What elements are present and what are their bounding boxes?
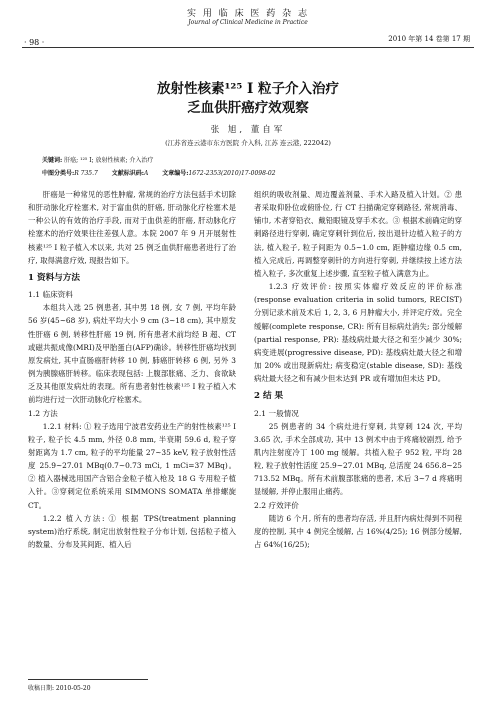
keywords-text: 肝癌; ¹²⁵ I; 放射性核素; 介入治疗 — [64, 157, 154, 164]
clc-value: R 735.7 — [74, 170, 98, 177]
clc-label: 中图分类号: — [42, 170, 75, 177]
right-paragraph: 1.2.3 疗效评价: 按照实体瘤疗效反应的评价标准(response evaluation criteria in solid tumors, RECIST)分别记录术前及术后 1, 2, 3, 6 月肿瘤大小, 并评定疗效。完全缓解(complete response, CR): 所有目标病灶消失; 部分缓解(partial response, PR): 基线病灶最大径之和至少减少 30%; 病变进展(progressive disease, PD): 基线病灶最大径之和增加 20% 或出现新病灶; 病变稳定(stable disease, SD): 基线病灶最大径之和有减少但未达到 PR 或有增加但未达 PD。 — [254, 282, 462, 384]
right-paragraph: 组织的吸收剂量、周边覆盖剂量、手术入路及植入计划。② 患者采取仰卧位或俯卧位, 行 CT 扫描确定穿刺路径, 常规消毒、铺巾, 术者穿铅衣、戴铅眼镜及穿手术衣。③ 根据术前确定的穿刺路径进行穿刺, 确定穿刺针到位后, 按出退针边植入粒子的方法, 植入粒子, 粒子间距为 0.5~1.0 cm, 距肿瘤边缘 0.5 cm, 植入完成后, 再调整穿刺针的方向进行穿刺, 并继续按上述方法植入粒子, 多次重复上述步骤, 直至粒子植入满意为止。 — [254, 190, 462, 278]
received-date: 收稿日期: 2010-05-20 — [28, 685, 91, 692]
article-title-line2: 乏血供肝癌疗效观察 — [187, 100, 309, 116]
left-paragraph: 1.2.2 植入方法: ① 根据 TPS(treatment planning system)治疗系统, 制定出放射性粒子分布计划, 包括粒子植入的数量、分布及其间距、植入后 — [28, 513, 236, 550]
right-subsection-heading: 2.1 一般情况 — [254, 408, 299, 418]
keywords — [42, 155, 153, 164]
issue-info: 2010 年第 14 卷第 17 期 — [388, 35, 470, 43]
affiliation: (江苏省连云港市东方医院 介入科, 江苏 连云港, 222042) — [165, 139, 331, 147]
article-id-value: 1672-2353(2010)17-0098-02 — [188, 170, 276, 177]
authors: 张 旭, 董自军 — [210, 125, 286, 135]
journal-name-cn: 实 用 临 床 医 药 杂 志 — [186, 9, 310, 19]
left-section-heading: 1 资料与方法 — [28, 272, 80, 283]
doc-code-label: 文献标识码: — [111, 170, 144, 177]
left-subsection-heading: 1.2 方法 — [28, 408, 58, 418]
left-paragraph: 1.2.1 材料: ① 粒子选用宁波君安药业生产的射性核素¹²⁵ I 粒子, 粒子长 4.5 mm, 外径 0.8 mm, 半衰期 59.6 d, 粒子穿射距离为 1.7 cm, 粒子的平均能量 27~35 keV, 粒子放射性活度 25.9~27.01 MBq(0.7~0.73 mCi, 1 mCi=37 MBq)。② 植入器械选用国产含铝合金粒子植入枪及 18 G 专用粒子植入针。③穿刺定位系统采用 SIMMONS SOMATA 单排螺旋 CT。 — [28, 421, 236, 510]
right-paragraph: 25 例患者的 34 个病灶进行穿刺, 共穿刺 124 次, 平均 3.65 次, 手术全部成功, 其中 13 例术中由于疼痛较剧烈, 给予肌内注射度冷丁 100 mg 缓解。共植入粒子 952 粒, 平均 28 粒, 粒子放射性活度 25.9~27.01 MBq, 总活度 24 656.8~25 713.52 MBq。所有术前腹部胀痛的患者, 术后 3~7 d 疼痛明显缓解, 并停止服用止痛药。 — [254, 421, 462, 497]
article-meta — [42, 168, 462, 177]
article-id-label: 文章编号: — [162, 170, 189, 177]
left-paragraph: 本组共入选 25 例患者, 其中男 18 例, 女 7 例, 平均年龄 56 岁(45~68 岁), 病灶平均大小 9 cm (3~18 cm), 其中原发性肝癌 6 例, 转移性肝癌 19 例, 所有患者术前均经 B 超、CT 或磁共振成像(MRI)及甲胎蛋白(AFP)确诊。转移性肝癌均找到原发病灶, 其中直肠癌肝转移 10 例, 肺癌肝转移 6 例, 另外 3 例为胰腺癌肝转移。临床表现包括: 上腹部胀痛、乏力、食欲缺乏及其他原发病灶的表现。所有患者射性核素¹²⁵ I 粒子植入术前均进行过一次肝动脉化疗栓塞术。 — [28, 303, 236, 405]
right-section-heading: 2 结 果 — [254, 391, 284, 402]
journal-name-en: Journal of Clinical Medicine in Practice — [188, 19, 308, 26]
header-rule — [22, 47, 474, 48]
left-paragraph: 肝癌是一种常见的恶性肿瘤, 常规的治疗方法包括手术切除和肝动脉化疗栓塞术, 对于富血供的肝癌, 肝动脉化疗栓塞术是一种公认的有效的治疗手段, 而对于血供差的肝癌, 肝动脉化疗栓塞术的治疗效果往往差强人意。本院 2007 年 9 月开展射性核素¹²⁵ I 粒子植入术以来, 共对 25 例乏血供肝癌患者进行了治疗, 取得满意疗效, 现报告如下。 — [28, 190, 236, 265]
right-subsection-heading: 2.2 疗效评价 — [254, 500, 299, 510]
left-column — [28, 188, 236, 551]
right-column — [254, 188, 462, 551]
right-paragraph: 随访 6 个月, 所有的患者均存活, 并且肝内病灶得到不同程度的控制, 其中 4 例完全缓解, 占 16%(4/25); 16 例部分缓解, 占 64%(16/25); — [254, 513, 462, 550]
article-title-line1: 放射性核素¹²⁵ I 粒子介入治疗 — [157, 81, 339, 97]
left-subsection-heading: 1.1 临床资料 — [28, 290, 73, 300]
page-number: · 98 · — [24, 38, 45, 47]
doc-code-value: A — [143, 170, 149, 177]
keywords-label: 关键词: — [42, 157, 63, 164]
footnote-rule — [28, 679, 148, 680]
